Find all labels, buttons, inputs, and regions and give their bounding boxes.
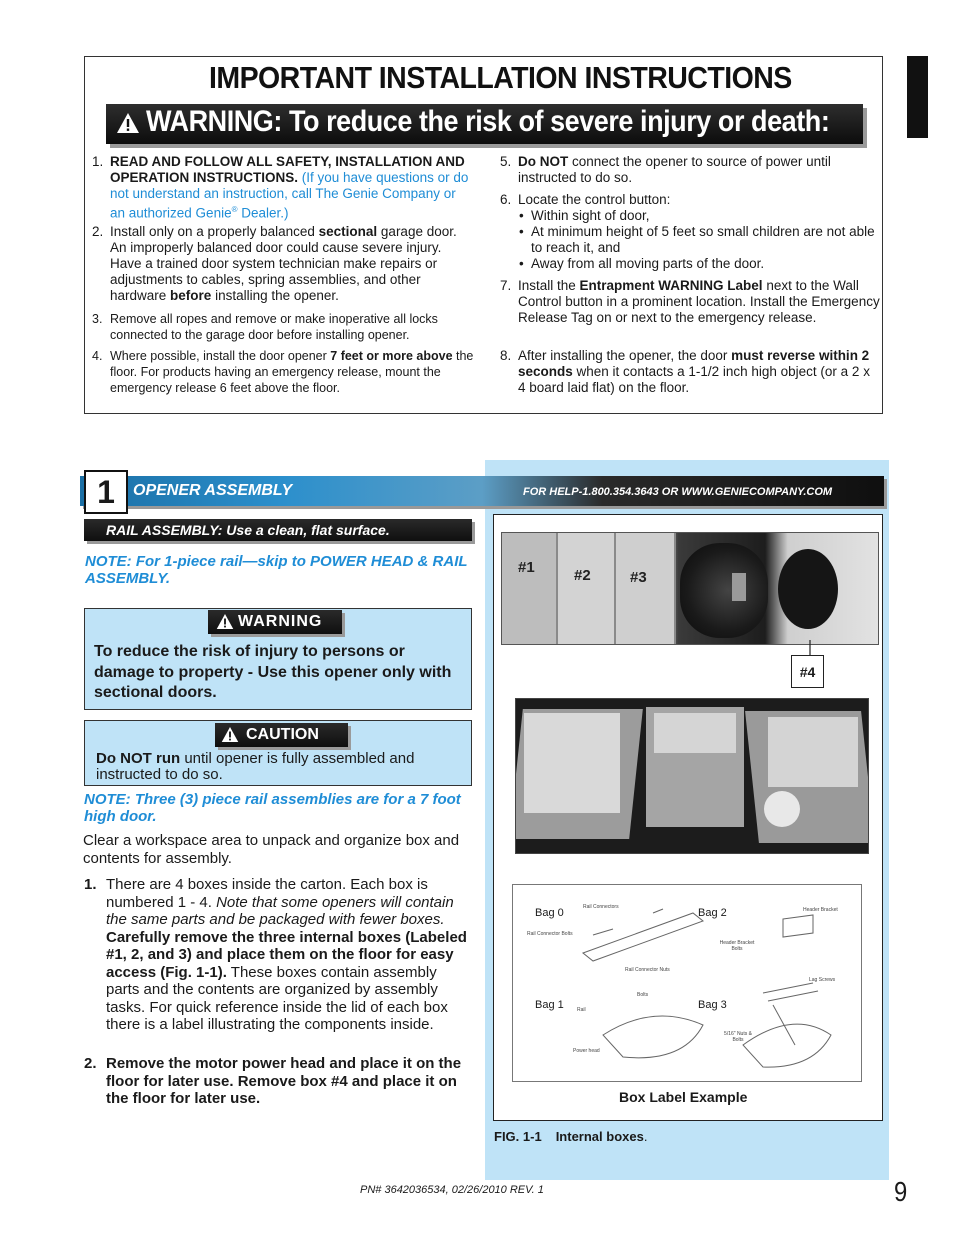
step-1-text [106,876,471,1034]
item-number: 3. [92,312,103,326]
caution-triangle-icon [221,726,239,743]
step-1-text-c: These boxes contain assembly parts and the contents are organized by assembly tasks. For quick reference inside the lid of each box there is a label illustrating the components inside. [106,963,448,1033]
box-4-tag: #4 [791,655,824,688]
instruction-7-text-c: next to the Wall Control button in a prominent location. Install the Emergency Release Tag on or next to the emergency release. [518,278,880,325]
instruction-8-text-c: when it contacts a 1-1/2 inch high object (or a 2 x 4 board laid flat) on the floor. [518,364,870,395]
section-title: OPENER ASSEMBLY [133,482,293,499]
bullet-text: Within sight of door, [531,208,650,223]
bullet-text: Away from all moving parts of the door. [531,256,765,271]
diagram-art [513,885,861,1081]
open-boxes-photo [515,698,869,854]
instruction-7-bold: Entrapment WARNING Label [579,278,763,293]
instruction-1-bold: READ AND FOLLOW ALL SAFETY, INSTALLATION AND OPERATION INSTRUCTIONS. [110,154,465,185]
step-number: 1. [84,876,97,893]
instruction-1-blue: (If you have questions or do not understand an instruction, call The Genie Company or an authorized Genie [110,170,469,221]
warning-triangle-icon [216,613,234,630]
instruction-6-text: Locate the control button: [518,192,671,207]
rail-connector-bolts-label: Rail Connector Bolts [527,931,573,937]
page-number: 9 [894,1176,908,1207]
box-label-example-caption: Box Label Example [619,1089,748,1105]
part-number-footer: PN# 3642036534, 02/26/2010 REV. 1 [360,1184,544,1196]
section-number: 1 [84,470,128,514]
warning-label-text: WARNING [238,613,323,630]
rail-connector-nuts-label: Rail Connector Nuts [625,967,670,973]
figure-number: FIG. 1-1 [494,1129,542,1144]
warning-word: WARNING: [146,105,282,138]
instruction-8-text-a: After installing the opener, the door [518,348,732,363]
box-label-diagram [512,884,862,1082]
item-number: 5. [500,154,512,169]
boxes-photo [501,532,879,645]
instruction-5-text: connect the opener to source of power until instructed to do so. [518,154,831,185]
step-2-text: Remove the motor power head and place it on the floor for later use. Remove box #4 and place it on the floor for later use. [106,1055,462,1107]
registered-mark: ® [231,205,238,214]
warning-triangle-icon [116,112,140,134]
page-title: IMPORTANT INSTALLATION INSTRUCTIONS [209,60,792,95]
help-line: FOR HELP-1.800.354.3643 OR WWW.GENIECOMPANY.COM [523,486,833,498]
step-1-text-a: There are 4 boxes inside the carton. Each box is numbered 1 - 4. [106,876,428,911]
rail-connectors-label: Rail Connectors [583,904,619,910]
warning-label [208,610,342,634]
instruction-4-text-a: Where possible, install the door opener [110,349,331,363]
caution-text [96,751,466,783]
lag-screws-label: Lag Screws [809,977,836,983]
item-number: 6. [500,192,512,207]
warning-box-text: To reduce the risk of injury to persons or damage to property - Use this opener only with sectional doors. [94,643,452,701]
step-number: 2. [84,1055,97,1072]
caution-label [215,723,348,747]
rail-label: Rail [577,1007,586,1013]
instruction-2-text-a: Install only on a properly balanced [110,224,319,239]
bag-1-label: Bag 1 [535,999,564,1011]
caution-label-text: CAUTION [246,726,319,743]
instruction-2-bold-b: sectional [318,224,378,239]
instruction-2-text-e: installing the opener. [211,288,339,303]
note-three-piece-rail: NOTE: Three (3) piece rail assemblies are for a 7 foot high door. [84,791,461,825]
header-bracket-label: Header Bracket [803,907,838,913]
instruction-4-bold: 7 feet or more above [330,349,453,363]
step-1-bold: Carefully remove the three internal boxes (Labeled #1, 2, and 3) and place them on the floor for easy access (Fig. 1-1). [106,928,467,981]
item-number: 7. [500,278,512,293]
instruction-2-bold-d: before [170,288,212,303]
instruction-3-text: Remove all ropes and remove or make inoperative all locks connected to the garage door before installing opener. [110,312,438,342]
caution-rest: until opener is fully assembled and instructed to do so. [96,750,415,783]
bolts-label: Bolts [637,992,649,998]
instruction-2-text-c: garage door. An improperly balanced door could cause severe injury. Have a trained door system technician make repairs or adjustments to cables, spring assemblies, and other hardware [110,224,457,303]
instruction-4-text-c: the floor. For products having an emergency release, mount the emergency release 6 feet above the floor. [110,349,474,395]
caution-bold: Do NOT run [96,750,181,767]
bullet-item: • Within sight of door, [519,208,650,223]
box-label-2: #2 [574,567,591,584]
bag-0-label: Bag 0 [535,907,564,919]
item-number: 1. [92,154,104,169]
instruction-8-bold: must reverse within 2 seconds [518,348,870,379]
intro-text: Clear a workspace area to unpack and organize box and contents for assembly. [83,832,460,867]
bag-2-label: Bag 2 [698,907,727,919]
page-edge-tab [907,56,928,138]
box-label-1: #1 [518,559,535,576]
bullet-item: • At minimum height of 5 feet so small children are not able to reach it, and [519,224,875,255]
figure-caption-text: Internal boxes [555,1129,644,1144]
item-number: 4. [92,349,103,363]
header-bracket-bolts-label: Header Bracket Bolts [719,940,755,952]
power-head-label: Power head [573,1048,600,1054]
rail-assembly-text: RAIL ASSEMBLY: Use a clean, flat surface. [106,522,390,538]
bullet-text: At minimum height of 5 feet so small children are not able to reach it, and [531,224,875,255]
instruction-7-text-a: Install the [518,278,580,293]
box-label-3: #3 [630,569,647,586]
instruction-1-blue-end: Dealer.) [237,205,289,221]
callout-line [790,640,830,658]
bag-3-label: Bag 3 [698,999,727,1011]
figure-caption-period: . [643,1129,648,1144]
item-number: 8. [500,348,512,363]
note-one-piece-rail: NOTE: For 1-piece rail—skip to POWER HEAD & RAIL ASSEMBLY. [85,553,468,587]
item-number: 2. [92,224,104,239]
step-1-italic: Note that some openers will contain the same parts and be packaged with fewer boxes. [106,893,454,928]
figure-caption [494,1129,647,1144]
nuts-bolts-label: 5/16" Nuts & Bolts [724,1031,752,1043]
instruction-5-bold: Do NOT [518,154,569,169]
warning-message: To reduce the risk of severe injury or death: [288,105,830,138]
warning-banner-text [146,105,829,139]
bullet-item: • Away from all moving parts of the door. [519,256,765,271]
